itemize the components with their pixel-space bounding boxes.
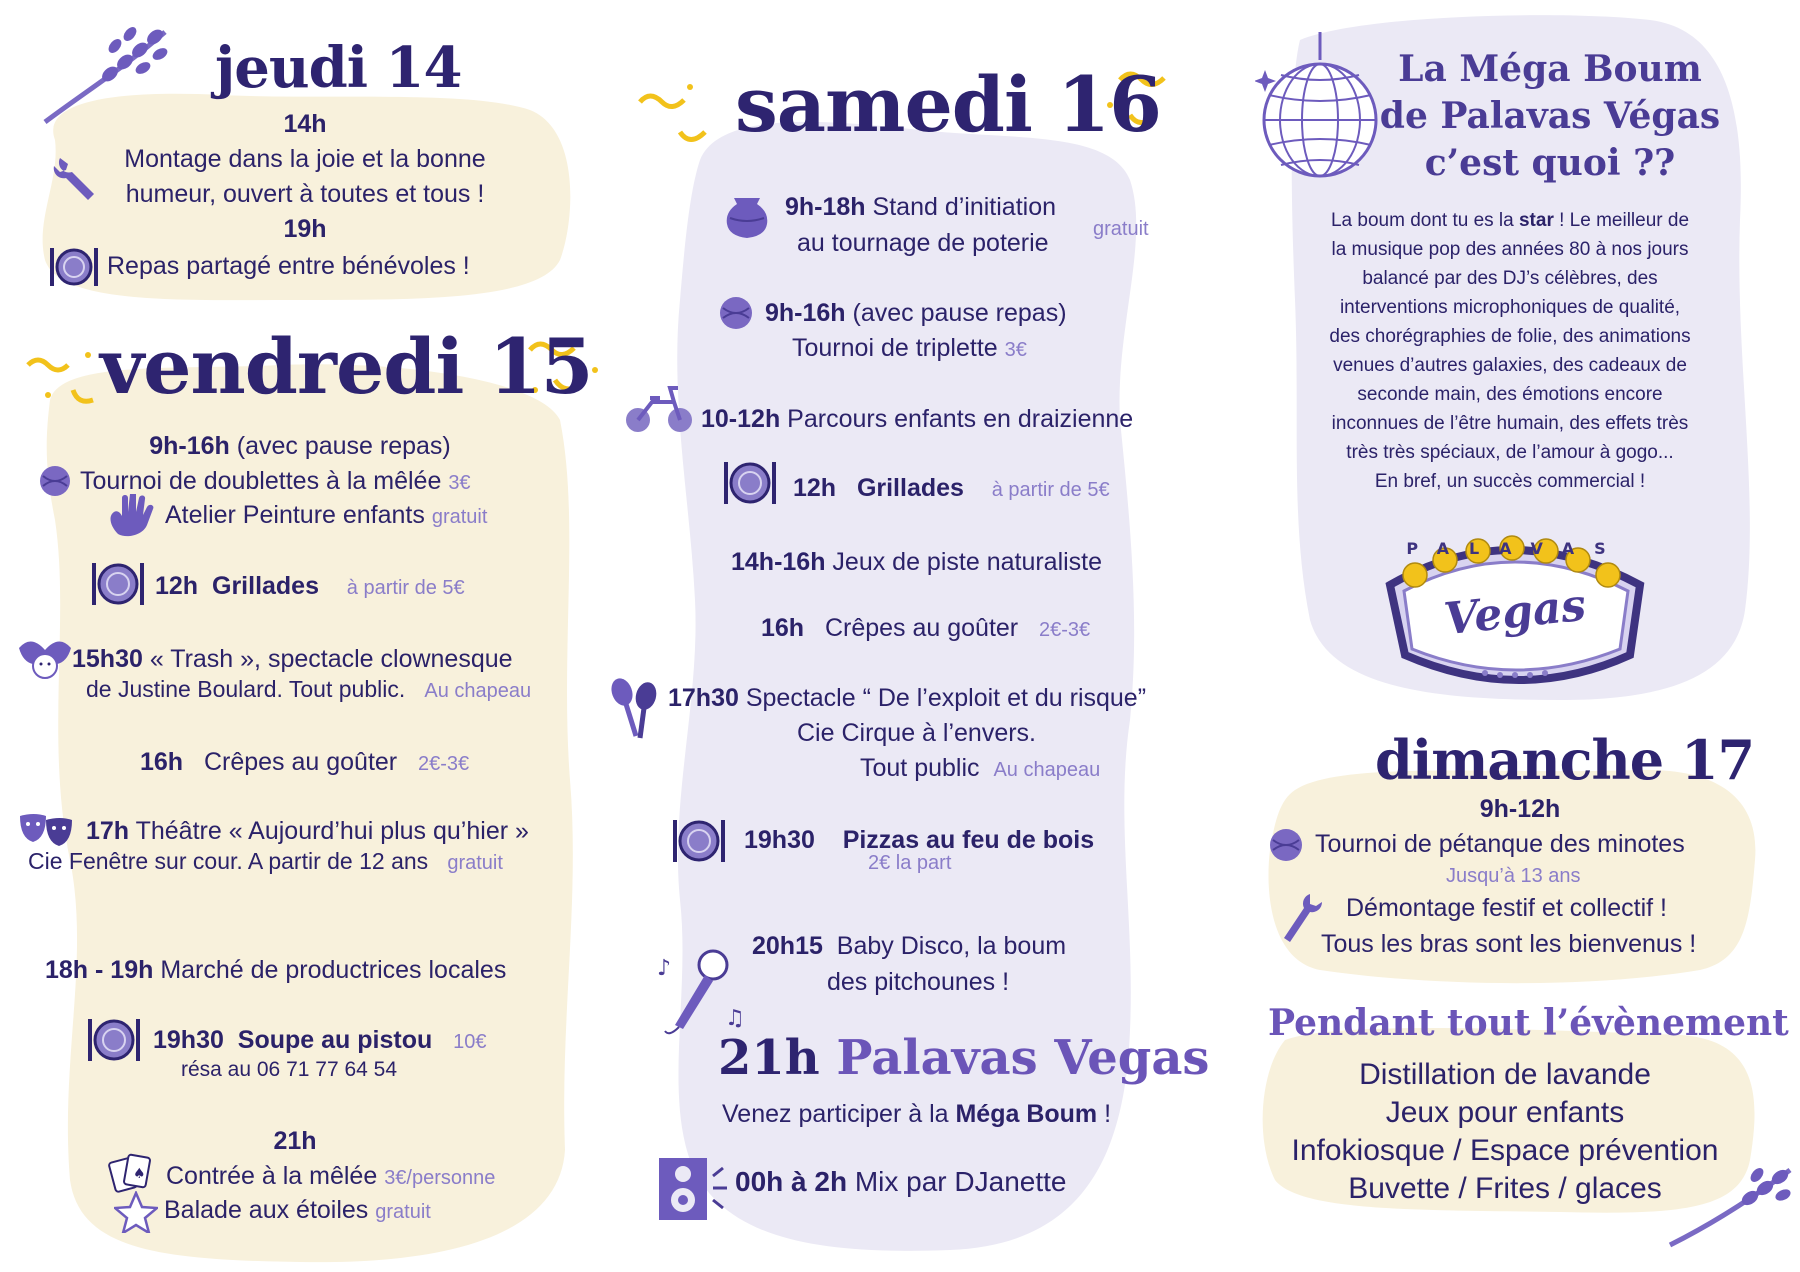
vendredi-e1-text: (avec pause repas) — [229, 432, 451, 460]
boum-title-l2: de Palavas Végas — [1379, 95, 1721, 137]
star-icon — [114, 1191, 158, 1233]
samedi-e3 — [701, 405, 1133, 434]
vendredi-e8-price2: gratuit — [375, 1201, 431, 1223]
samedi-e11-text: Mix par DJanette — [847, 1166, 1067, 1197]
vendredi-e8-time: 21h — [273, 1127, 317, 1155]
boum-line-1-post: ! Le meilleur de — [1553, 210, 1690, 231]
plate-icon — [722, 460, 778, 506]
vendredi-e7-time: 19h30 — [153, 1026, 224, 1054]
pendant-title: Pendant tout l’évènement — [1268, 1002, 1789, 1044]
svg-text:♫: ♫ — [725, 1006, 745, 1031]
jeudi-title: jeudi 14 — [215, 35, 462, 101]
vendredi-e2-title: Grillades — [212, 572, 319, 600]
samedi-e9-line2: des pitchounes ! — [827, 968, 1010, 996]
vendredi-e3-line1 — [72, 645, 513, 674]
samedi-e8-title: Pizzas au feu de bois — [842, 826, 1095, 854]
vendredi-e3-text: « Trash », spectacle clownesque — [142, 645, 513, 673]
vendredi-e2-price: à partir de 5€ — [346, 577, 465, 599]
samedi-e2-tournoi: Tournoi de triplette — [792, 334, 998, 362]
samedi-e9-time: 20h15 — [752, 932, 823, 960]
samedi-e2-price: 3€ — [1004, 339, 1027, 361]
confetti-icon — [630, 72, 730, 162]
vendredi-e6-time: 18h - 19h — [45, 956, 154, 984]
theatre-masks-icon — [18, 812, 76, 850]
samedi-e5-time: 14h-16h — [731, 548, 826, 576]
svg-text:♠: ♠ — [133, 1166, 146, 1182]
samedi-e7-text: Spectacle “ De l’exploit et du risque” — [738, 684, 1147, 712]
hand-paint-icon — [106, 494, 158, 542]
vendredi-e1-line3 — [165, 501, 487, 530]
boum-line-7: seconde main, des émotions encore — [1357, 384, 1663, 405]
pendant-item-1: Distillation de lavande — [1359, 1058, 1651, 1091]
vendredi-e7-price: 10€ — [453, 1031, 487, 1053]
vendredi-e8-line2 — [164, 1196, 431, 1225]
wrench-icon — [50, 150, 100, 200]
vendredi-e5-text: Théâtre « Aujourd’hui plus qu’hier » — [129, 817, 529, 845]
samedi-e5-text: Jeux de piste naturaliste — [825, 548, 1103, 576]
boum-line-1 — [1285, 206, 1735, 235]
lavender-icon — [35, 22, 175, 132]
boum-line-4: interventions microphoniques de qualité, — [1339, 297, 1681, 318]
boum-line-6: venues d’autres galaxies, des cadeaux de — [1333, 355, 1687, 376]
samedi-e7-line1 — [668, 684, 1146, 713]
vendredi-e3-price: Au chapeau — [424, 680, 532, 702]
vendredi-e3-time: 15h30 — [72, 645, 143, 673]
plate-icon — [90, 561, 146, 607]
samedi-e8-price: 2€ la part — [868, 852, 952, 874]
vendredi-e1-line1 — [60, 432, 540, 461]
samedi-e1-line2: au tournage de poterie — [797, 229, 1049, 257]
vendredi-e2-time: 12h — [155, 572, 199, 600]
vendredi-e1-atelier: Atelier Peinture enfants — [165, 501, 425, 529]
boum-line-9: très très spéciaux, de l’amour à gogo... — [1346, 442, 1674, 463]
vendredi-e1-tournoi: Tournoi de doublettes à la mêlée — [80, 467, 442, 495]
dimanche-time: 9h-12h — [1479, 795, 1561, 823]
samedi-title: samedi 16 — [735, 60, 1162, 149]
samedi-e6-time: 16h — [761, 614, 805, 642]
plate-icon — [48, 246, 100, 288]
samedi-e4-time: 12h — [793, 474, 837, 502]
plate-icon — [86, 1017, 142, 1063]
samedi-e10-bold: Méga Boum — [955, 1100, 1098, 1128]
vendredi-e5-time: 17h — [86, 817, 130, 845]
samedi-e7-line3 — [860, 754, 1100, 783]
samedi-e8-time: 19h30 — [744, 826, 815, 854]
vendredi-e3-line2 — [86, 676, 531, 703]
samedi-e10-pre: Venez participer à la — [722, 1100, 956, 1128]
vendredi-e1-line2 — [80, 467, 471, 496]
vendredi-e7-line1 — [153, 1026, 486, 1055]
samedi-e2-line2 — [792, 334, 1027, 363]
pendant-item-4: Buvette / Frites / glaces — [1348, 1172, 1662, 1205]
boum-line-10: En bref, un succès commercial ! — [1374, 471, 1646, 492]
samedi-e1-text: Stand d’initiation — [865, 193, 1056, 221]
vendredi-e4-time: 16h — [140, 748, 184, 776]
vendredi-e7-title: Soupe au pistou — [237, 1026, 433, 1054]
vendredi-e6-text: Marché de productrices locales — [153, 956, 507, 984]
palavas-vegas-logo — [1370, 525, 1660, 695]
vendredi-e1-price2: gratuit — [431, 506, 488, 528]
samedi-e1-time: 9h-18h — [785, 193, 866, 221]
dimanche-line-1: Tournoi de pétanque des minotes — [1315, 830, 1685, 858]
samedi-e11 — [735, 1166, 1066, 1198]
samedi-e3-time: 10-12h — [701, 405, 781, 433]
samedi-e4-price: à partir de 5€ — [991, 479, 1110, 501]
samedi-e7-price: Au chapeau — [993, 759, 1101, 781]
dimanche-line-2: Démontage festif et collectif ! — [1346, 894, 1667, 922]
vendredi-e1-price: 3€ — [448, 472, 471, 494]
speaker-icon — [655, 1154, 731, 1224]
samedi-e2-line1 — [765, 299, 1067, 328]
samedi-e7-time: 17h30 — [668, 684, 739, 712]
vendredi-e7-line2: résa au 06 71 77 64 54 — [181, 1058, 398, 1081]
jeudi-time-1: 14h — [283, 110, 327, 138]
vendredi-e2 — [155, 572, 465, 601]
samedi-e5 — [731, 548, 1102, 577]
jeudi-time-2: 19h — [283, 215, 327, 243]
vendredi-e5-price: gratuit — [447, 852, 503, 874]
samedi-e10-line2 — [722, 1100, 1111, 1129]
vendredi-e5-company: Cie Fenêtre sur cour. A partir de 12 ans — [28, 848, 429, 874]
samedi-e10-post: ! — [1097, 1100, 1112, 1128]
samedi-e10-time: 21h — [718, 1030, 820, 1086]
svg-text:♪: ♪ — [657, 956, 672, 981]
juggling-clubs-icon — [604, 676, 664, 742]
pendant-item-2: Jeux pour enfants — [1385, 1096, 1625, 1129]
vendredi-e4-text: Crêpes au goûter — [203, 748, 398, 776]
samedi-e1-price: gratuit — [1093, 218, 1149, 240]
samedi-e6-price: 2€-3€ — [1038, 619, 1091, 641]
vendredi-e1-time: 9h-16h — [149, 432, 230, 460]
vendredi-e5-line1 — [86, 817, 529, 846]
samedi-e3-text: Parcours enfants en draizienne — [780, 405, 1134, 433]
vendredi-e5-line2 — [28, 848, 503, 875]
samedi-e11-time: 00h à 2h — [735, 1166, 848, 1197]
jeudi-line-1: Montage dans la joie et la bonne — [124, 145, 486, 173]
plate-icon — [671, 818, 727, 864]
jeudi-line-3: Repas partagé entre bénévoles ! — [107, 252, 470, 280]
boum-line-1-pre: La boum dont tu es la — [1330, 210, 1519, 231]
boum-title-l3: c’est quoi ?? — [1424, 142, 1676, 184]
logo-palavas-text: PALAVAS — [1406, 539, 1626, 558]
dimanche-line-1-sub: Jusqu’à 13 ans — [1446, 865, 1581, 887]
samedi-e6-text: Crêpes au goûter — [824, 614, 1019, 642]
boum-line-8: inconnues de l’être humain, des effets très — [1331, 413, 1689, 434]
samedi-e7-line2: Cie Cirque à l’envers. — [797, 719, 1036, 747]
boum-line-3: balancé par des DJ’s célèbres, des — [1362, 268, 1658, 289]
samedi-e10-title-line — [718, 1030, 1209, 1086]
samedi-e8-line1 — [744, 826, 1094, 855]
jeudi-line-2: humeur, ouvert à toutes et tous ! — [125, 180, 485, 208]
samedi-e4-title: Grillades — [856, 474, 964, 502]
dimanche-title: dimanche 17 — [1375, 728, 1755, 792]
vendredi-e8-contree: Contrée à la mêlée — [166, 1162, 378, 1190]
boum-line-2: la musique pop des années 80 à nos jours — [1331, 239, 1689, 260]
boum-line-1-bold: star — [1518, 210, 1554, 231]
vendredi-e3-company: de Justine Boulard. Tout public. — [86, 676, 406, 702]
samedi-e4 — [793, 474, 1110, 503]
samedi-e10-title: Palavas Vegas — [836, 1030, 1210, 1086]
vendredi-e8-balade: Balade aux étoiles — [164, 1196, 369, 1224]
pottery-icon — [722, 190, 772, 240]
boules-icon — [1268, 827, 1304, 863]
boules-icon — [38, 464, 72, 498]
samedi-e6 — [761, 614, 1090, 643]
dimanche-line-3: Tous les bras sont les bienvenus ! — [1321, 930, 1697, 958]
samedi-e2-time: 9h-16h — [765, 299, 846, 327]
samedi-e9-line1 — [752, 932, 1066, 961]
jester-icon — [17, 636, 73, 680]
vendredi-e4-price: 2€-3€ — [417, 753, 470, 775]
vendredi-e8-line1 — [166, 1162, 495, 1191]
pendant-item-3: Infokiosque / Espace prévention — [1291, 1134, 1719, 1167]
playing-cards-icon — [108, 1152, 156, 1196]
samedi-e9-text: Baby Disco, la boum — [829, 932, 1067, 960]
samedi-e2-text: (avec pause repas) — [845, 299, 1067, 327]
balance-bike-icon — [624, 384, 694, 434]
boum-paragraph — [1285, 206, 1735, 496]
vendredi-e4 — [140, 748, 469, 777]
vendredi-e6 — [45, 956, 506, 985]
boules-icon — [718, 295, 754, 331]
wrench-icon — [1280, 890, 1326, 950]
vendredi-title: vendredi 15 — [100, 322, 593, 411]
boum-line-5: des chorégraphies de folie, des animations — [1329, 326, 1691, 347]
boum-title-l1: La Méga Boum — [1398, 48, 1702, 90]
logo-vegas-text: Vegas — [1441, 579, 1589, 646]
vendredi-e8-price1: 3€/personne — [384, 1167, 496, 1189]
samedi-e7-public: Tout public — [860, 754, 980, 782]
samedi-e1-line1 — [785, 193, 1056, 222]
